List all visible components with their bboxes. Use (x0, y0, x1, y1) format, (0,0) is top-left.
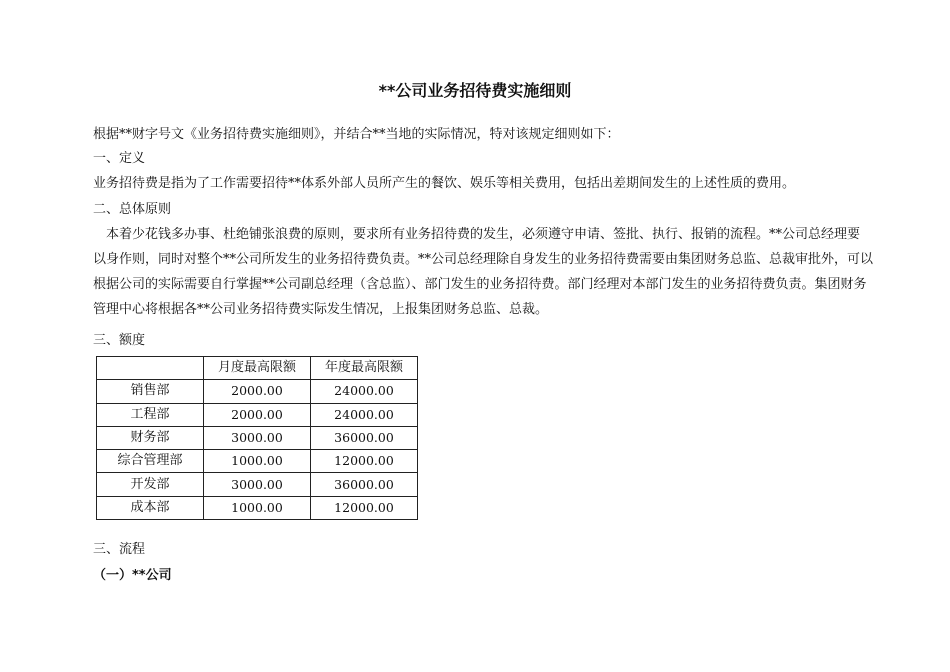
intro-paragraph: 根据**财字号文《业务招待费实施细则》，并结合**当地的实际情况，特对该规定细则如下： (93, 127, 620, 142)
document-title: **公司业务招待费实施细则 (378, 81, 572, 100)
monthly-limit-cell: 3000.00 (204, 473, 311, 496)
annual-limit-cell: 24000.00 (311, 403, 418, 426)
section-process-heading: 三、流程 (93, 542, 146, 557)
section-quota-heading: 三、额度 (93, 333, 146, 348)
table-row (97, 403, 418, 426)
process-subheading: （一）**公司 (93, 568, 172, 583)
monthly-limit-cell: 1000.00 (204, 496, 311, 519)
principles-line-4: 管理中心将根据各**公司业务招待费实际发生情况，上报集团财务总监、总裁。 (93, 302, 549, 317)
section-definition-heading: 一、定义 (93, 151, 146, 166)
monthly-limit-cell: 2000.00 (204, 380, 311, 403)
table-row (97, 450, 418, 473)
table-row (97, 496, 418, 519)
table-row (97, 426, 418, 449)
table-row (97, 380, 418, 403)
department-cell: 工程部 (97, 403, 204, 426)
department-cell: 开发部 (97, 473, 204, 496)
section-definition-text: 业务招待费是指为了工作需要招待**体系外部人员所产生的餐饮、娱乐等相关费用，包括出差期间发生的上述性质的费用。 (93, 176, 796, 191)
department-cell: 财务部 (97, 426, 204, 449)
principles-line-3: 根据公司的实际需要自行掌握**公司副总经理（含总监）、部门发生的业务招待费。部门经理对本部门发生的业务招待费负责。集团财务 (93, 277, 867, 292)
table-header-cell: 年度最高限额 (311, 357, 418, 380)
section-principles-heading: 二、总体原则 (93, 202, 172, 217)
annual-limit-cell: 12000.00 (311, 450, 418, 473)
table-header-cell: 月度最高限额 (204, 357, 311, 380)
annual-limit-cell: 12000.00 (311, 496, 418, 519)
department-cell: 销售部 (97, 380, 204, 403)
annual-limit-cell: 24000.00 (311, 380, 418, 403)
monthly-limit-cell: 2000.00 (204, 403, 311, 426)
department-cell: 成本部 (97, 496, 204, 519)
department-cell: 综合管理部 (97, 450, 204, 473)
monthly-limit-cell: 1000.00 (204, 450, 311, 473)
principles-line-1: 本着少花钱多办事、杜绝铺张浪费的原则，要求所有业务招待费的发生，必须遵守申请、签批、执行、报销的流程。**公司总经理要 (93, 227, 861, 242)
quota-table (96, 356, 418, 520)
principles-line-2: 以身作则，同时对整个**公司所发生的业务招待费负责。**公司总经理除自身发生的业务招待费需要由集团财务总监、总裁审批外，可以 (93, 252, 874, 267)
table-header-cell (97, 357, 204, 380)
monthly-limit-cell: 3000.00 (204, 426, 311, 449)
table-row (97, 473, 418, 496)
annual-limit-cell: 36000.00 (311, 426, 418, 449)
annual-limit-cell: 36000.00 (311, 473, 418, 496)
table-header-row (97, 357, 418, 380)
